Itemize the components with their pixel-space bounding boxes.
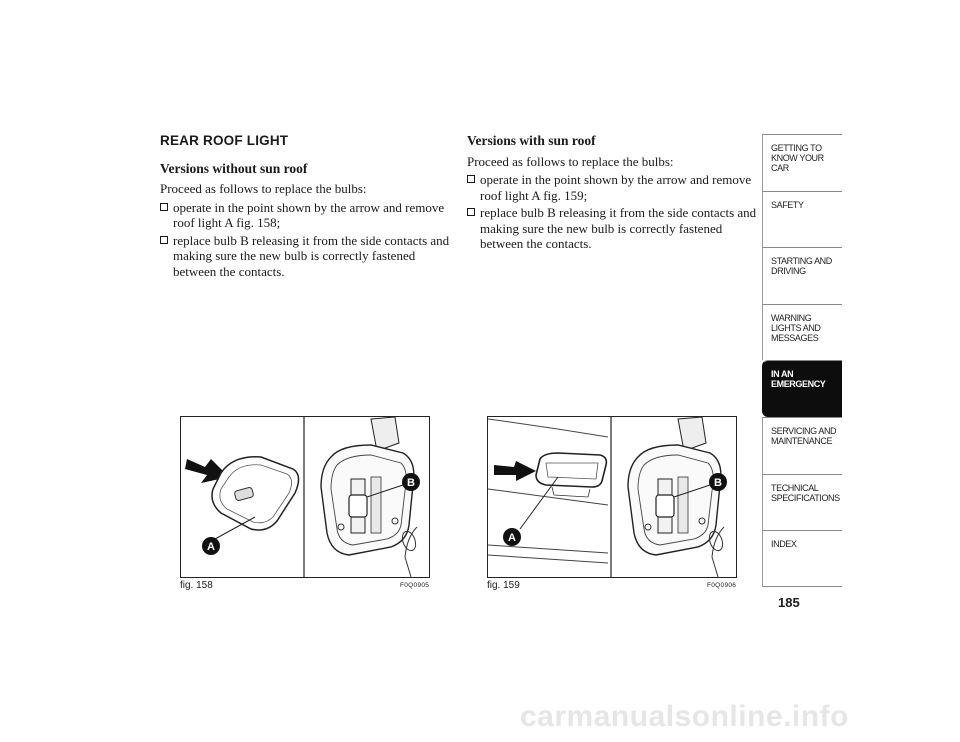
roof-light-illustration — [488, 417, 736, 577]
subtitle-without-sun-roof: Versions without sun roof — [160, 160, 308, 176]
figure-159 — [487, 416, 737, 578]
label-a: A — [508, 532, 516, 544]
watermark: carmanualsonline.info — [520, 700, 849, 733]
label-a: A — [207, 541, 215, 553]
label-b: B — [714, 477, 722, 489]
bullet-item: replace bulb B releasing it from the side contacts and making sure the new bulb is correctly fastened between the contacts. — [467, 205, 759, 252]
tab-starting-and-driving[interactable]: STARTING AND DRIVING — [762, 247, 842, 304]
push-arrow-icon — [494, 461, 536, 481]
figure-158-caption: fig. 158 — [180, 580, 213, 591]
page-number: 185 — [778, 595, 800, 610]
checkbox-bullet-icon — [160, 236, 168, 244]
section-title: REAR ROOF LIGHT — [160, 133, 289, 148]
tab-warning-lights-and-messages[interactable]: WARNING LIGHTS AND MESSAGES — [762, 304, 842, 361]
intro-text: Proceed as follows to replace the bulbs: — [160, 181, 367, 196]
label-b: B — [407, 477, 415, 489]
tab-getting-to-know-your-car[interactable]: GETTING TO KNOW YOUR CAR — [762, 134, 842, 191]
figure-158 — [180, 416, 430, 578]
subtitle-with-sun-roof: Versions with sun roof — [467, 133, 596, 148]
tab-index[interactable]: INDEX — [762, 530, 842, 587]
figure-158-code: F0Q0905 — [400, 582, 430, 589]
chapter-tabs — [762, 134, 842, 587]
bullet-item: operate in the point shown by the arrow and remove roof light A fig. 158; — [160, 200, 452, 231]
left-column — [160, 128, 452, 281]
tab-servicing-and-maintenance[interactable]: SERVICING AND MAINTENANCE — [762, 417, 842, 474]
figure-159-code: F0Q0906 — [707, 582, 737, 589]
intro-text: Proceed as follows to replace the bulbs: — [467, 153, 674, 169]
bullet-item: operate in the point shown by the arrow and remove roof light A fig. 159; — [467, 172, 759, 203]
checkbox-bullet-icon — [160, 203, 168, 211]
checkbox-bullet-icon — [467, 175, 475, 183]
right-column — [467, 128, 759, 254]
tab-safety[interactable]: SAFETY — [762, 191, 842, 248]
roof-light-illustration — [181, 417, 429, 577]
tab-in-an-emergency[interactable]: IN AN EMERGENCY — [762, 360, 842, 417]
checkbox-bullet-icon — [467, 208, 475, 216]
figure-159-caption: fig. 159 — [487, 580, 520, 591]
tab-technical-specifications[interactable]: TECHNICAL SPECIFICATIONS — [762, 474, 842, 531]
bullet-item: replace bulb B releasing it from the side contacts and making sure the new bulb is correctly fastened between the contacts. — [160, 233, 452, 280]
